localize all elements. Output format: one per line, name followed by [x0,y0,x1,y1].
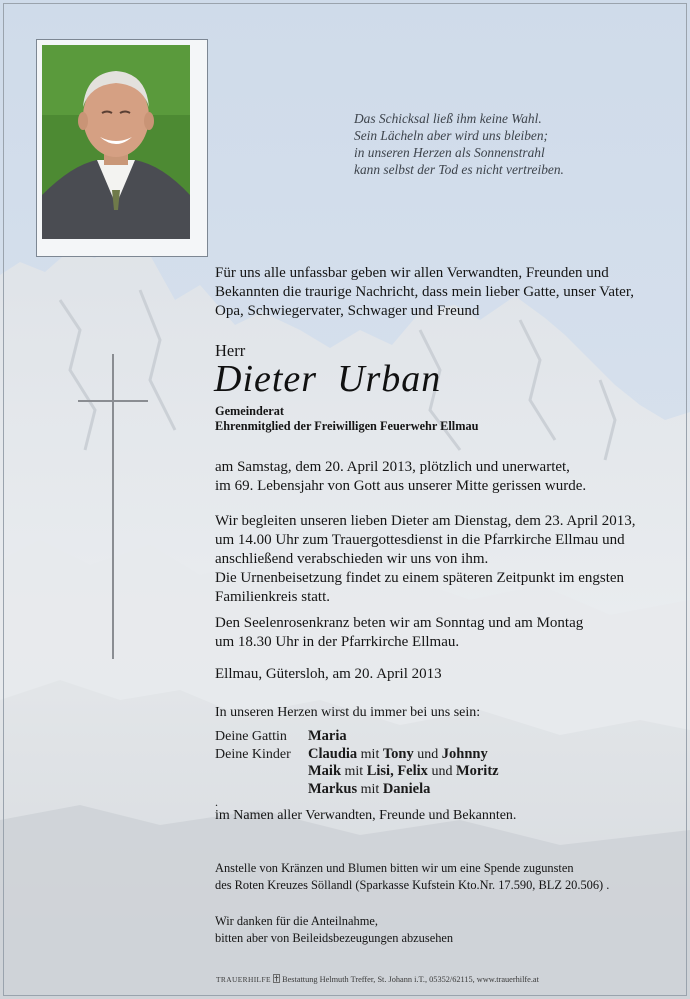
donation-line: des Roten Kreuzes Söllandl (Sparkasse Kufstein Kto.Nr. 17.590, BLZ 20.506) . [215,878,610,892]
thanks-line: Wir danken für die Anteilnahme, [215,914,378,928]
footer [216,974,539,984]
rosary-info [215,614,583,652]
family-list [215,728,499,798]
first-name: Dieter [214,358,318,400]
partner-name: Daniela [382,780,431,797]
donation-request [215,860,609,894]
wife-label: Deine Gattin [215,729,287,744]
connector: mit [360,781,380,797]
poem-line: Sein Lächeln aber wird uns bleiben; [354,128,549,143]
death-notice [215,458,586,496]
partner-name: Tony [382,745,414,762]
family-row-children [215,746,499,764]
intro-line: Bekannten die traurige Nachricht, dass mein lieber Gatte, unser Vater, [215,284,634,300]
funeral-line: Familienkreis statt. [215,589,330,605]
grandchild-name: Moritz [455,763,499,779]
funeral-line: Wir begleiten unseren lieben Dieter am Dienstag, dem 23. April 2013, [215,513,636,529]
rosary-line: Den Seelenrosenkranz beten wir am Sonntag und am Montag [215,615,584,631]
rosary-line: um 18.30 Uhr in der Pfarrkirche Ellmau. [215,634,460,650]
intro-text [215,264,634,321]
title-line: Gemeinderat [215,404,284,418]
footer-text: Bestattung Helmuth Treffer, St. Johann i.T., 05352/62115, www.trauerhilfe.at [282,975,539,984]
intro-line: Opa, Schwiegervater, Schwager und Freund [215,303,480,319]
poem-line: in unseren Herzen als Sonnenstrahl [354,145,545,160]
funeral-line: um 14.00 Uhr zum Trauergottesdienst in die Pfarrkirche Ellmau und [215,532,625,548]
poem [354,110,564,178]
funeral-info [215,512,636,607]
child-entry [308,746,488,764]
death-notice-line: am Samstag, dem 20. April 2013, plötzlich und unerwartet, [215,459,570,475]
family-row-children [215,781,499,799]
deceased-name [214,357,441,401]
thanks-note [215,913,453,947]
poem-line: kann selbst der Tod es nicht vertreiben. [354,162,564,177]
partner-name: Lisi, Felix [366,763,428,779]
title-line: Ehrenmitglied der Freiwilligen Feuerwehr Ellmau [215,419,479,433]
separator-dot: . [215,795,218,809]
relatives-line: im Namen aller Verwandten, Freunde und Bekannten. [215,808,517,823]
connector: und [417,746,439,762]
intro-line: Für uns alle unfassbar geben wir allen Verwandten, Freunden und [215,265,609,281]
salutation: Herr [215,341,246,360]
death-notice-line: im 69. Lebensjahr von Gott aus unserer Mitte gerissen wurde. [215,478,587,494]
child-entry [308,781,430,799]
child-name: Maik [308,763,342,779]
connector: und [431,764,453,779]
funeral-line: anschließend verabschieden wir uns von ihm. [215,551,489,567]
children-label: Deine Kinder [215,746,291,762]
grandchild-name: Johnny [441,745,488,762]
last-name: Urban [337,358,442,400]
honorary-titles [215,404,478,434]
family-row-wife [215,728,499,746]
donation-line: Anstelle von Kränzen und Blumen bitten wir um eine Spende zugunsten [215,861,574,875]
child-name: Markus [308,780,358,797]
cross-icon [78,354,150,659]
portrait-photo [36,39,208,257]
family-row-children [215,763,499,781]
child-entry [308,763,499,781]
poem-line: Das Schicksal ließ ihm keine Wahl. [354,111,542,126]
remembrance-line: In unseren Herzen wirst du immer bei uns sein: [215,705,481,720]
wife-name: Maria [308,728,347,744]
place-date: Ellmau, Gütersloh, am 20. April 2013 [215,666,442,682]
footer-brand: TRAUERHILFE [216,975,271,984]
funeral-home-logo-icon [273,974,280,983]
connector: mit [360,746,380,762]
connector: mit [344,764,364,779]
child-name: Claudia [308,745,358,762]
funeral-line: Die Urnenbeisetzung findet zu einem späteren Zeitpunkt im engsten [215,570,625,586]
thanks-line: bitten aber von Beileidsbezeugungen abzusehen [215,931,454,945]
